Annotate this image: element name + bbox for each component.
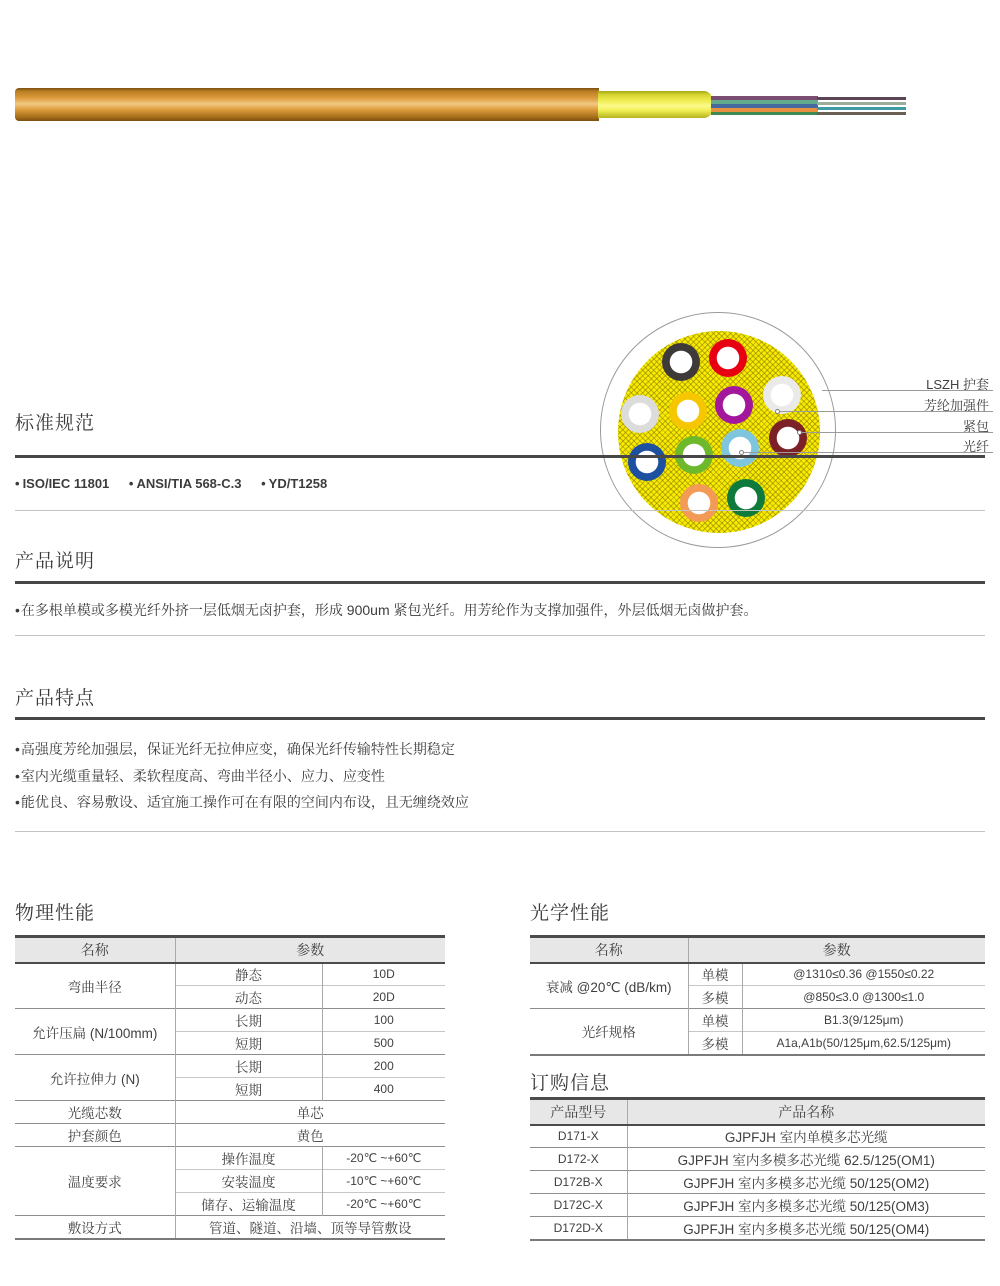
fiber-circle	[763, 376, 801, 414]
row-value: @1310≤0.36 @1550≤0.22	[742, 963, 985, 986]
row-label: 长期	[175, 1055, 322, 1078]
description-title: 产品说明	[15, 551, 96, 572]
row-value: B1.3(9/125μm)	[742, 1009, 985, 1032]
fiber-circle	[628, 443, 666, 481]
table-row	[15, 1055, 445, 1078]
row-value: 500	[322, 1032, 445, 1055]
features-title: 产品特点	[15, 688, 96, 709]
ordering-title: 订购信息	[530, 1073, 611, 1094]
product-name: GJPFJH 室内多模多芯光缆 50/125(OM2)	[627, 1171, 985, 1194]
fiber-circle	[662, 343, 700, 381]
product-model: D172B-X	[530, 1171, 627, 1194]
table-row	[15, 1216, 445, 1239]
row-name: 光纤规格	[530, 1009, 688, 1055]
row-value: 400	[322, 1078, 445, 1101]
col-header: 产品名称	[627, 1099, 985, 1125]
table-row	[530, 1148, 985, 1171]
col-header: 名称	[15, 937, 175, 963]
row-value: A1a,A1b(50/125μm,62.5/125μm)	[742, 1032, 985, 1055]
table-row	[530, 1009, 985, 1032]
product-model: D172-X	[530, 1148, 627, 1171]
fiber-circle	[669, 392, 707, 430]
table-row	[530, 1171, 985, 1194]
table-row	[15, 1124, 445, 1147]
diagram-label-lszh: LSZH 护套	[926, 377, 989, 392]
table-row	[15, 1101, 445, 1124]
row-value: 20D	[322, 986, 445, 1009]
feature-item: • 高强度芳纶加强层，保证光纤无拉伸应变，确保光纤传输特性长期稳定	[15, 736, 975, 763]
product-model: D172D-X	[530, 1217, 627, 1240]
standard-item: • ISO/IEC 11801	[15, 476, 109, 491]
diagram-label-aramid: 芳纶加强件	[923, 398, 989, 413]
row-name: 温度要求	[15, 1147, 175, 1216]
optical-title: 光学性能	[530, 903, 611, 924]
row-value: @850≤3.0 @1300≤1.0	[742, 986, 985, 1009]
product-name: GJPFJH 室内多模多芯光缆 50/125(OM4)	[627, 1217, 985, 1240]
standard-item: • ANSI/TIA 568-C.3	[129, 476, 242, 491]
row-label: 多模	[688, 1032, 742, 1055]
diagram-label-tight-buffer: 紧包	[962, 419, 989, 434]
leader-line-fiber	[742, 452, 993, 453]
ordering-table	[530, 1097, 985, 1241]
diagram-label-fiber: 光纤	[962, 439, 989, 454]
row-value: 单芯	[175, 1101, 445, 1124]
table-row	[530, 1217, 985, 1240]
col-header: 参数	[175, 937, 445, 963]
cable-tight-buffer	[598, 91, 712, 118]
fiber-circle	[715, 386, 753, 424]
row-name: 光缆芯数	[15, 1101, 175, 1124]
row-label: 静态	[175, 963, 322, 986]
row-name: 允许压扁 (N/100mm)	[15, 1009, 175, 1055]
fiber-circle	[709, 339, 747, 377]
rule	[15, 717, 985, 720]
row-label: 安装温度	[175, 1170, 322, 1193]
row-label: 单模	[688, 1009, 742, 1032]
row-value: 200	[322, 1055, 445, 1078]
feature-item: • 室内光缆重量轻、柔软程度高、弯曲半径小、应力、应变性	[15, 763, 975, 790]
table-row	[15, 1009, 445, 1032]
leader-dot	[775, 409, 780, 414]
table-row	[530, 1125, 985, 1148]
row-value: 10D	[322, 963, 445, 986]
optical-table	[530, 935, 985, 1056]
rule	[15, 831, 985, 832]
fiber-circle	[680, 484, 718, 522]
features-list	[15, 736, 975, 816]
row-value: 管道、隧道、沿墙、顶等导管敷设	[175, 1216, 445, 1239]
rule	[15, 510, 985, 511]
row-name: 弯曲半径	[15, 963, 175, 1009]
physical-title: 物理性能	[15, 903, 96, 924]
fiber-stripe	[711, 112, 818, 115]
table-row	[15, 963, 445, 986]
fiber-strand	[817, 112, 906, 115]
cable-bare-fibers	[817, 97, 906, 117]
row-label: 短期	[175, 1078, 322, 1101]
rule	[15, 581, 985, 584]
fiber-circle	[721, 429, 759, 467]
row-name: 敷设方式	[15, 1216, 175, 1239]
cable-jacket	[15, 88, 599, 121]
fiber-strand	[817, 102, 906, 105]
row-label: 操作温度	[175, 1147, 322, 1170]
row-name: 衰减 @20℃ (dB/km)	[530, 963, 688, 1009]
product-name: GJPFJH 室内多模多芯光缆 50/125(OM3)	[627, 1194, 985, 1217]
standard-item: • YD/T1258	[261, 476, 327, 491]
physical-table	[15, 935, 445, 1240]
rule	[15, 455, 985, 458]
product-name: GJPFJH 室内多模多芯光缆 62.5/125(OM1)	[627, 1148, 985, 1171]
standards-list	[15, 476, 343, 491]
product-name: GJPFJH 室内单模多芯光缆	[627, 1125, 985, 1148]
col-header: 参数	[688, 937, 985, 963]
row-label: 长期	[175, 1009, 322, 1032]
row-value: -20℃ ~+60℃	[322, 1147, 445, 1170]
row-value: -20℃ ~+60℃	[322, 1193, 445, 1216]
leader-dot	[797, 430, 802, 435]
cable-fiber-bundle	[711, 96, 818, 115]
col-header: 名称	[530, 937, 688, 963]
table-row	[530, 963, 985, 986]
row-name: 允许拉伸力 (N)	[15, 1055, 175, 1101]
standards-title: 标准规范	[15, 413, 96, 434]
feature-item: • 能优良、容易敷设、适宜施工操作可在有限的空间内布设，且无缠绕效应	[15, 789, 975, 816]
description-text: • 在多根单模或多模光纤外挤一层低烟无卤护套，形成 900um 紧包光纤。用芳纶作为支撑加强件，外层低烟无卤做护套。	[15, 600, 975, 620]
row-label: 单模	[688, 963, 742, 986]
table-row	[15, 1147, 445, 1170]
product-model: D172C-X	[530, 1194, 627, 1217]
row-name: 护套颜色	[15, 1124, 175, 1147]
row-label: 储存、运输温度	[175, 1193, 322, 1216]
col-header: 产品型号	[530, 1099, 627, 1125]
product-model: D171-X	[530, 1125, 627, 1148]
fiber-strand	[817, 107, 906, 110]
row-label: 动态	[175, 986, 322, 1009]
rule	[15, 635, 985, 636]
row-value: -10℃ ~+60℃	[322, 1170, 445, 1193]
table-row	[530, 1194, 985, 1217]
row-label: 短期	[175, 1032, 322, 1055]
row-label: 多模	[688, 986, 742, 1009]
fiber-strand	[817, 97, 906, 100]
row-value: 黄色	[175, 1124, 445, 1147]
fiber-circle	[621, 395, 659, 433]
row-value: 100	[322, 1009, 445, 1032]
fiber-circle	[727, 479, 765, 517]
